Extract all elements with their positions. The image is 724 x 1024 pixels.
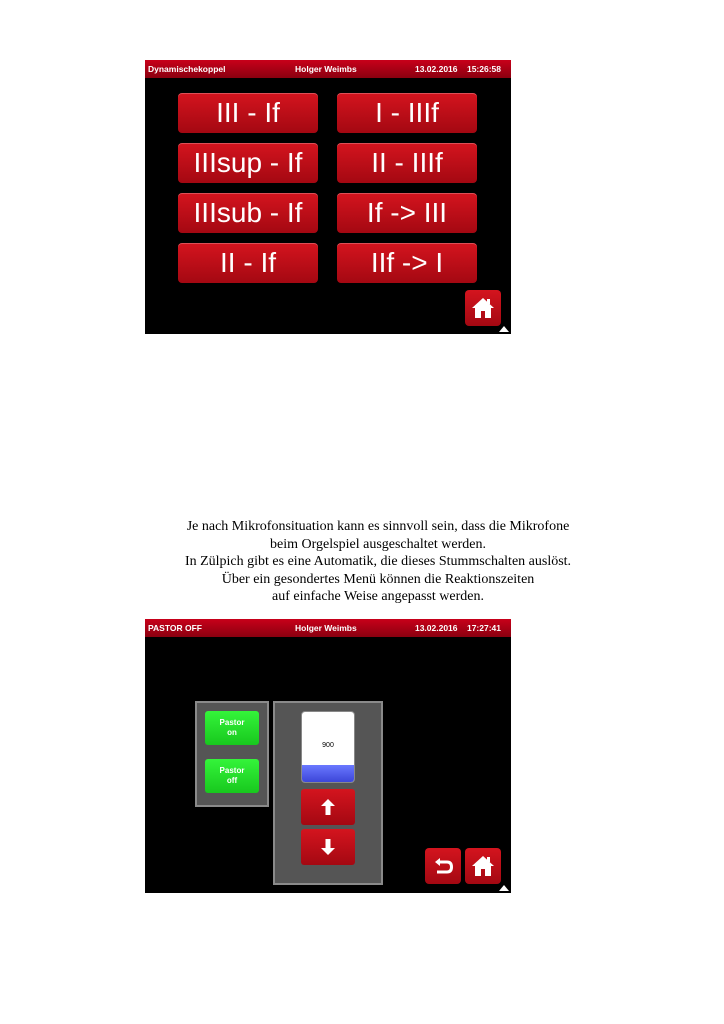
date: 13.02.2016 (414, 64, 458, 74)
reaction-time-panel (273, 701, 383, 885)
caption-line: Über ein gesondertes Menü können die Reaktionszeiten (221, 571, 535, 587)
coupler-button-ii-iiif[interactable]: II - IIIf (337, 143, 477, 183)
caption-line: In Zülpich gibt es eine Automatik, die dieses Stummschalten auslöst. (184, 554, 572, 570)
coupler-button-iif-i[interactable]: IIf -> I (337, 243, 477, 283)
decrease-button[interactable] (301, 829, 355, 865)
coupler-button-if-iii[interactable]: If -> III (337, 193, 477, 233)
pastor-on-label-2: on (227, 728, 237, 737)
pastor-on-label-1: Pastor (219, 718, 245, 727)
datetime (415, 619, 501, 637)
coupler-button-iii-if[interactable]: III - If (178, 93, 318, 133)
screen-title: PASTOR OFF (148, 623, 202, 633)
back-button[interactable] (425, 848, 461, 884)
organ-coupler-screen (145, 60, 511, 334)
coupler-button-i-iiif[interactable]: I - IIIf (337, 93, 477, 133)
corner-triangle-icon (499, 326, 509, 332)
pastor-on-button[interactable] (205, 711, 259, 745)
reaction-time-gauge[interactable] (301, 711, 355, 783)
coupler-button-ii-if[interactable]: II - If (178, 243, 318, 283)
caption-line: auf einfache Weise angepasst werden. (271, 589, 485, 605)
coupler-button-iiisub-if[interactable]: IIIsub - If (178, 193, 318, 233)
title-bar (145, 619, 511, 637)
arrow-down-icon (321, 839, 335, 855)
return-icon (431, 854, 455, 878)
home-icon (471, 296, 495, 320)
pastor-off-label-1: Pastor (219, 766, 245, 775)
corner-triangle-icon (499, 885, 509, 891)
coupler-button-iiisup-if[interactable]: IIIsup - If (178, 143, 318, 183)
home-button[interactable] (465, 848, 501, 884)
arrow-up-icon (321, 799, 335, 815)
caption-line: Je nach Mikrofonsituation kann es sinnvoll sein, dass die Mikrofone (186, 519, 570, 534)
date: 13.02.2016 (414, 623, 458, 633)
screen-title: Dynamischekoppel (148, 64, 226, 74)
increase-button[interactable] (301, 789, 355, 825)
pastor-off-screen (145, 619, 511, 893)
title-bar (145, 60, 511, 78)
home-icon (471, 854, 495, 878)
gauge-fill (302, 765, 354, 782)
caption-line: beim Orgelspiel ausgeschaltet werden. (270, 536, 486, 552)
time: 17:27:41 (466, 623, 501, 633)
pastor-off-label-2: off (226, 776, 238, 785)
pastor-mode-panel (195, 701, 269, 807)
home-button[interactable] (465, 290, 501, 326)
pastor-off-button[interactable] (205, 759, 259, 793)
caption-text (100, 518, 656, 606)
user-name: Holger Weimbs (295, 623, 357, 633)
datetime (415, 60, 501, 78)
gauge-value: 900 (322, 742, 334, 749)
user-name: Holger Weimbs (295, 64, 357, 74)
time: 15:26:58 (466, 64, 501, 74)
